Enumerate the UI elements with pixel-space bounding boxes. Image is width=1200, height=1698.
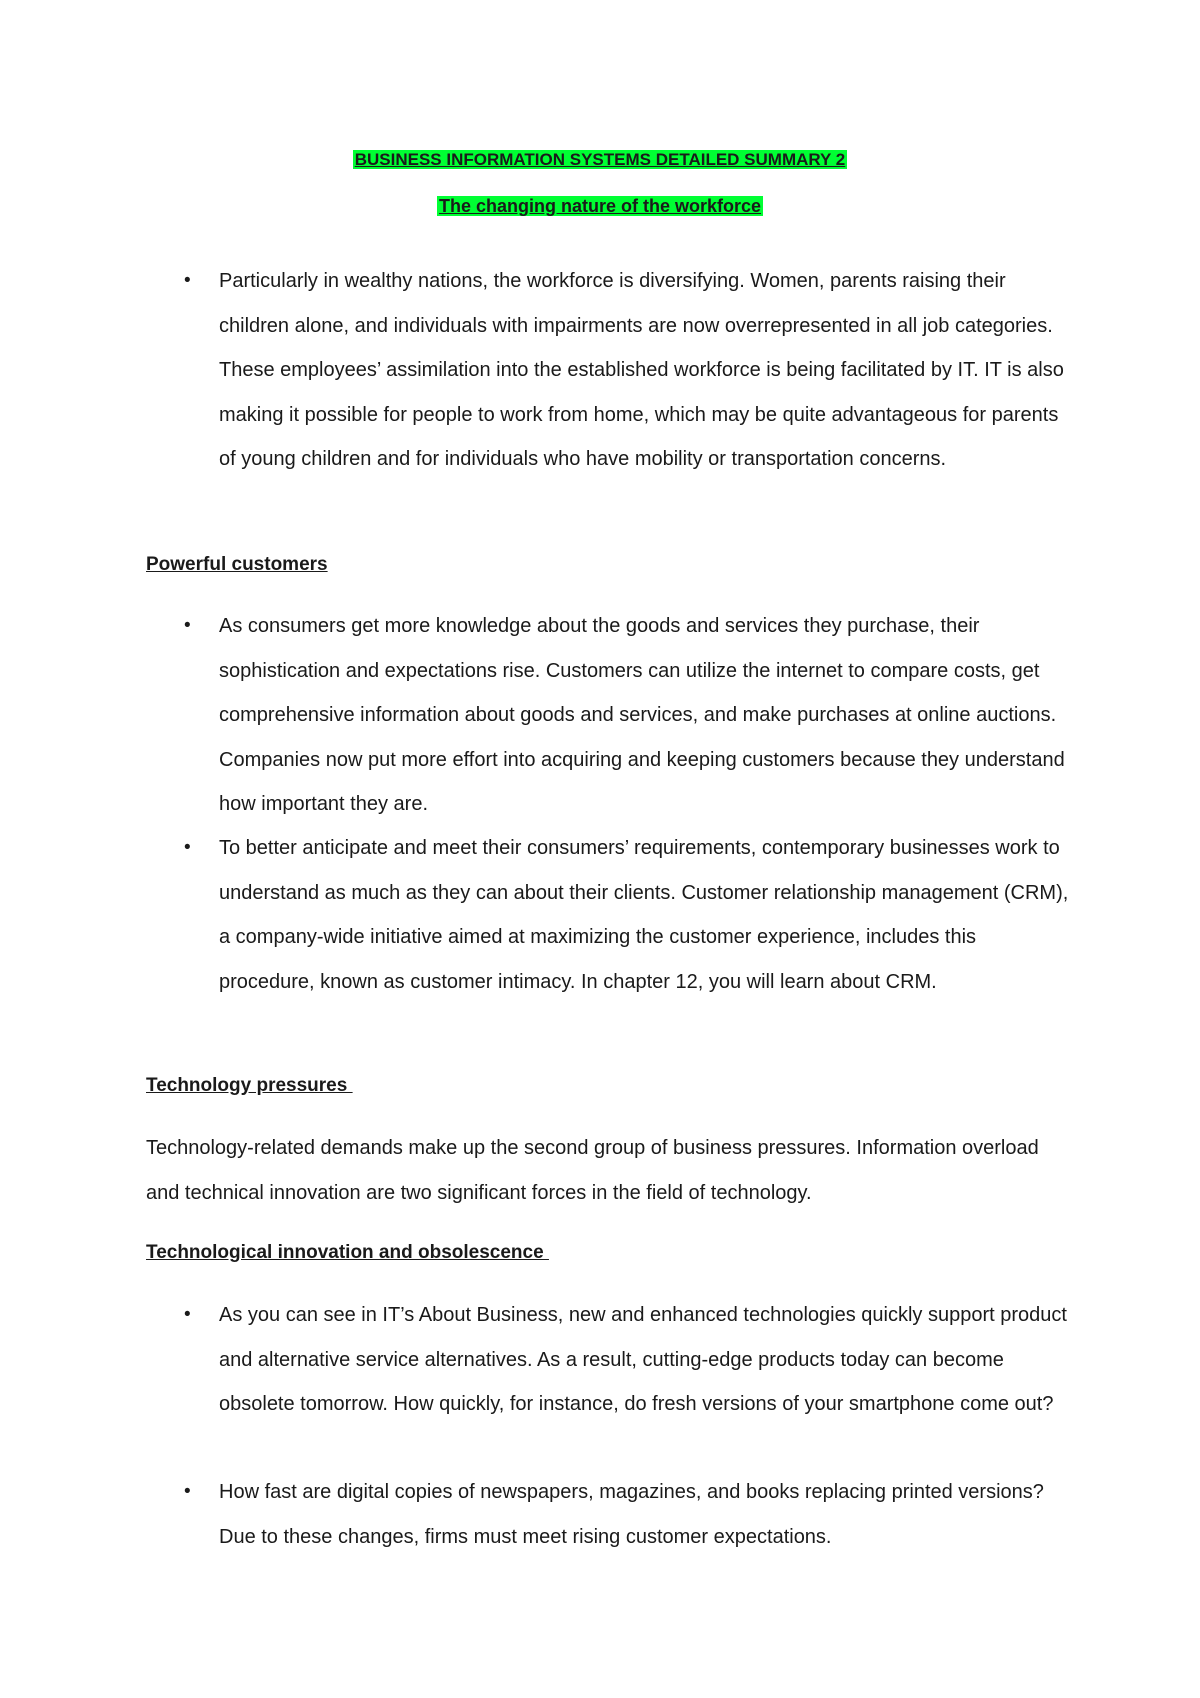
bullet-icon: •: [184, 1481, 191, 1502]
bullet-icon: •: [184, 270, 191, 291]
section-title-workforce-text: The changing nature of the workforce: [438, 196, 762, 216]
list-item-text: How fast are digital copies of newspapers, magazines, and books replacing printed versions? Due to these changes, firms must meet rising customer expectations.: [219, 1481, 1044, 1548]
list-item-text: To better anticipate and meet their consumers’ requirements, contemporary businesses work to understand as much as they can about their clients. Customer relationship management (CRM), a company-wide initiative aimed at maximizing the customer experience, includes this procedure, known as customer intimacy. In chapter 12, you will learn about CRM.: [219, 837, 1069, 993]
paragraph-technology-pressures: Technology-related demands make up the second group of business pressures. Information overload and technical innovation are two significant forces in the field of technology.: [146, 1137, 1039, 1204]
list-item-text: Particularly in wealthy nations, the workforce is diversifying. Women, parents raising their children alone, and individuals with impairments are now overrepresented in all job categories. These employees’ assimilation into the established workforce is being facilitated by IT. IT is also making it possible for people to work from home, which may be quite advantageous for parents of young children and for individuals who have mobility or transportation concerns.: [219, 270, 1064, 470]
bullet-icon: •: [184, 615, 191, 636]
section-title-workforce: [0, 194, 1200, 218]
document-title: [0, 148, 1200, 172]
heading-technological-innovation: Technological innovation and obsolescence: [146, 1242, 549, 1263]
document-title-text: BUSINESS INFORMATION SYSTEMS DETAILED SUMMARY 2: [354, 150, 846, 169]
list-item-text: As you can see in IT’s About Business, new and enhanced technologies quickly support product and alternative service alternatives. As a result, cutting-edge products today can become obsolete tomorrow. How quickly, for instance, do fresh versions of your smartphone come out?: [219, 1304, 1067, 1415]
bullet-icon: •: [184, 1304, 191, 1325]
bullet-icon: •: [184, 837, 191, 858]
heading-technology-pressures: Technology pressures: [146, 1075, 353, 1096]
list-item-text: As consumers get more knowledge about the goods and services they purchase, their sophistication and expectations rise. Customers can utilize the internet to compare costs, get comprehensive information about goods and services, and make purchases at online auctions. Companies now put more effort into acquiring and keeping customers because they understand how important they are.: [219, 615, 1065, 815]
heading-powerful-customers: Powerful customers: [146, 554, 328, 575]
